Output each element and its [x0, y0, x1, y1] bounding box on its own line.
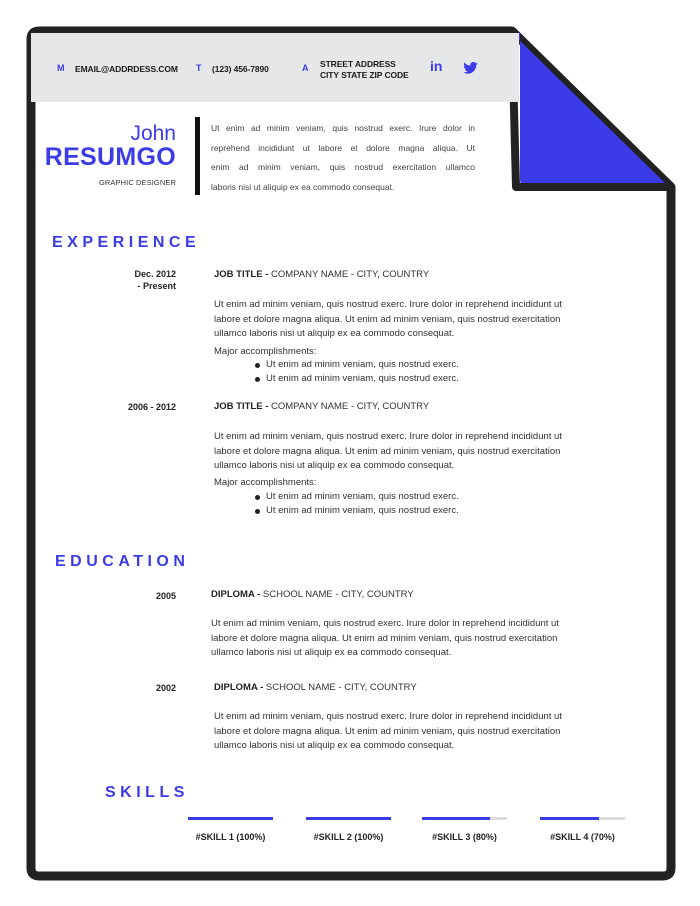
edu-1-desc-line: ullamco laboris nisi ut aliquip ex ea commodo consequat.: [211, 647, 452, 658]
edu-1-title: DIPLOMA -: [211, 589, 261, 600]
edu-2-title-line: [214, 682, 417, 693]
phone-key: T: [196, 63, 202, 73]
job-1-date: [134, 268, 176, 292]
edu-2-desc-line: labore et dolore magna aliqua. Ut enim ad minim veniam, quis nostrud exercitation: [214, 725, 561, 737]
address-key: A: [302, 63, 309, 73]
job-1-title: JOB TITLE -: [214, 269, 269, 280]
role-title: GRAPHIC DESIGNER: [98, 178, 176, 187]
job-1-accomplishment: Ut enim ad minim veniam, quis nostrud exerc.: [266, 373, 459, 384]
edu-2-desc-line: ullamco laboris nisi ut aliquip ex ea commodo consequat.: [214, 740, 455, 751]
edu-2-title: DIPLOMA -: [214, 682, 264, 693]
edu-1-title-line: [211, 589, 414, 600]
skill-4-bar-fill: [540, 817, 599, 820]
last-name: RESUMGO: [44, 143, 176, 171]
skill-4-bar: [540, 817, 625, 820]
job-2-accomplishment: Ut enim ad minim veniam, quis nostrud exerc.: [266, 491, 459, 502]
summary-divider: [195, 117, 200, 195]
experience-heading: EXPERIENCE: [52, 234, 201, 251]
summary-line: Ut enim ad minim veniam, quis nostrud exerc. Irure dolor in: [211, 123, 475, 133]
skill-1-label: #SKILL 1 (100%): [195, 832, 266, 842]
edu-2-description: [214, 710, 614, 754]
email-key: M: [57, 63, 65, 73]
job-1-date-line2: - Present: [137, 281, 176, 291]
summary-text: [211, 119, 475, 197]
address-line1: STREET ADDRESS: [320, 59, 396, 69]
twitter-icon[interactable]: [463, 62, 478, 74]
skill-2-label: #SKILL 2 (100%): [313, 832, 384, 842]
job-2-company: COMPANY NAME - CITY, COUNTRY: [268, 401, 430, 412]
job-2-accomplishments-label: Major accomplishments:: [214, 477, 317, 488]
job-1-title-line: [214, 269, 429, 280]
job-1-company: COMPANY NAME - CITY, COUNTRY: [268, 269, 430, 280]
skill-3-label: #SKILL 3 (80%): [432, 832, 497, 842]
linkedin-icon[interactable]: in: [430, 58, 443, 74]
job-2-title-line: [214, 401, 429, 412]
edu-1-desc-line: Ut enim ad minim veniam, quis nostrud exerc. Irure dolor in reprehend incididunt ut: [211, 618, 559, 629]
address-line2: CITY STATE ZIP CODE: [320, 70, 409, 80]
skill-3-bar-fill: [422, 817, 490, 820]
skill-2-bar-fill: [306, 817, 391, 820]
first-name: John: [130, 122, 176, 145]
skill-2-bar: [306, 817, 391, 820]
skill-3-bar: [422, 817, 507, 820]
edu-1-desc-line: labore et dolore magna aliqua. Ut enim ad minim veniam, quis nostrud exercitation: [211, 632, 558, 644]
job-2-description: [214, 430, 614, 474]
contact-bar: [31, 33, 519, 102]
job-1-accomplishment: Ut enim ad minim veniam, quis nostrud exerc.: [266, 359, 459, 370]
job-1-desc-line: ullamco laboris nisi ut aliquip ex ea commodo consequat.: [214, 328, 455, 339]
job-1-desc-line: Ut enim ad minim veniam, quis nostrud exerc. Irure dolor in reprehend incididunt ut: [214, 299, 562, 310]
edu-1-year: 2005: [155, 591, 176, 601]
job-1-date-line1: Dec. 2012: [134, 269, 176, 279]
job-2-desc-line: Ut enim ad minim veniam, quis nostrud exerc. Irure dolor in reprehend incididunt ut: [214, 431, 562, 442]
job-1-accomplishments-label: Major accomplishments:: [214, 346, 317, 357]
edu-1-description: [211, 617, 611, 661]
skill-1-bar: [188, 817, 273, 820]
job-2-desc-line: ullamco laboris nisi ut aliquip ex ea commodo consequat.: [214, 460, 455, 471]
job-2-accomplishment: Ut enim ad minim veniam, quis nostrud exerc.: [266, 505, 459, 516]
summary-line: enim ad minim veniam, quis nostrud exercitation ullamco: [211, 162, 475, 172]
email-text[interactable]: EMAIL@ADDRDESS.COM: [75, 64, 178, 74]
job-1-desc-line: labore et dolore magna aliqua. Ut enim ad minim veniam, quis nostrud exercitation: [214, 313, 561, 325]
summary-line: laboris nisi ut aliquip ex ea commodo consequat.: [211, 181, 395, 192]
edu-2-year: 2002: [155, 683, 176, 693]
edu-2-school: SCHOOL NAME - CITY, COUNTRY: [263, 682, 417, 693]
job-2-date-line1: 2006 - 2012: [127, 402, 176, 412]
education-heading: EDUCATION: [55, 553, 190, 570]
job-2-date: [128, 401, 176, 413]
job-2-title: JOB TITLE -: [214, 401, 269, 412]
skills-heading: SKILLS: [105, 784, 189, 801]
job-2-desc-line: labore et dolore magna aliqua. Ut enim ad minim veniam, quis nostrud exercitation: [214, 445, 561, 457]
edu-1-school: SCHOOL NAME - CITY, COUNTRY: [260, 589, 414, 600]
summary-line: reprehend incididunt ut labore et dolore magna aliqua. Ut: [211, 142, 475, 153]
phone-text: (123) 456-7890: [212, 64, 269, 74]
edu-2-desc-line: Ut enim ad minim veniam, quis nostrud exerc. Irure dolor in reprehend incididunt ut: [214, 711, 562, 722]
skill-1-bar-fill: [188, 817, 273, 820]
skill-4-label: #SKILL 4 (70%): [550, 832, 615, 842]
job-1-description: [214, 298, 614, 342]
